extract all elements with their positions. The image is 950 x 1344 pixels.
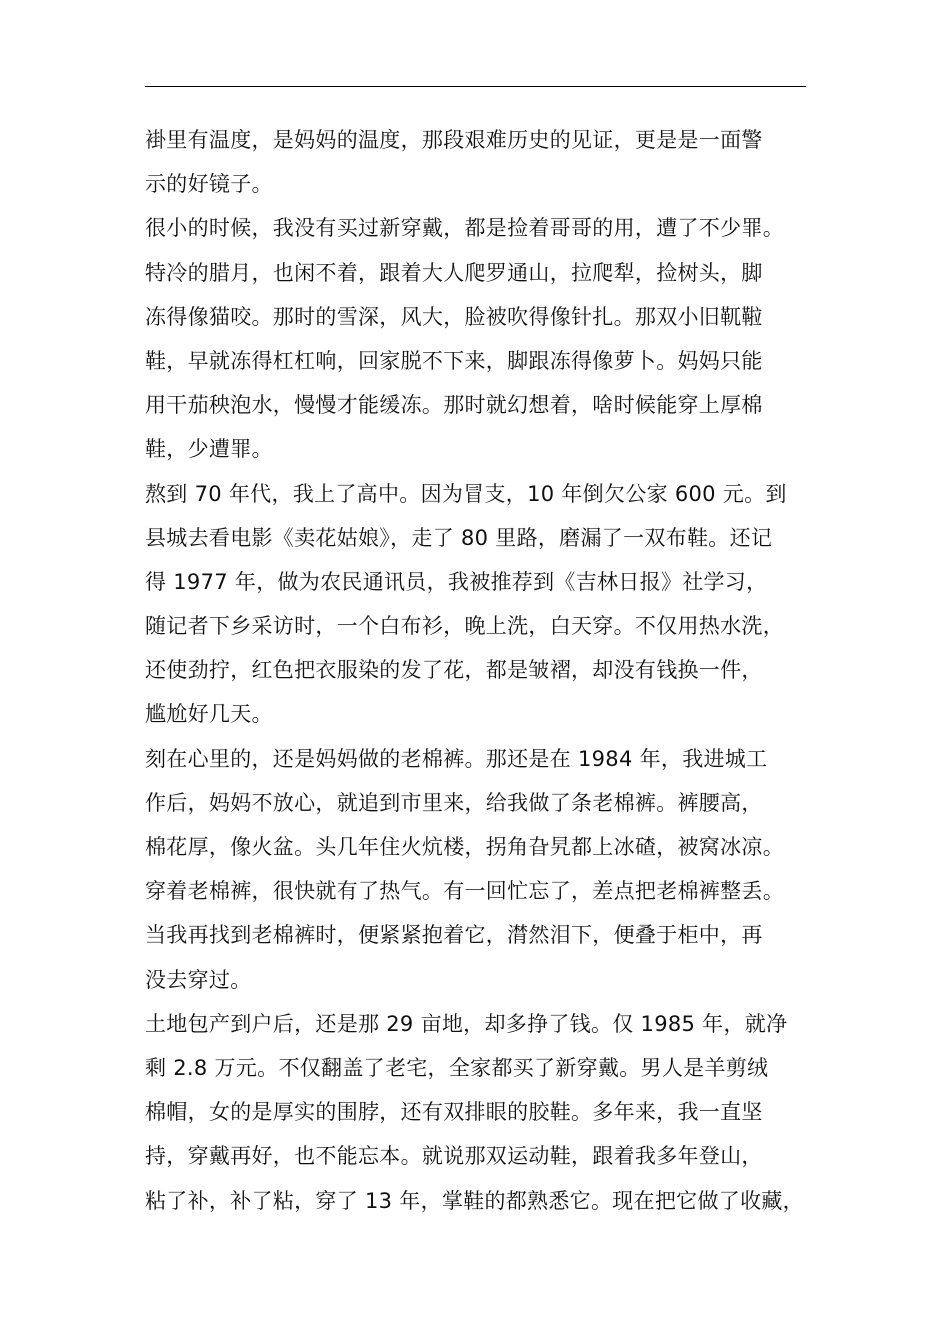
text-line: 鞋，少遭罪。 bbox=[145, 437, 273, 462]
header-divider bbox=[145, 86, 806, 87]
text-line: 还使劲拧，红色把衣服染的发了花，都是皱褶，却没有钱换一件， bbox=[145, 658, 763, 683]
text-line: 剩 2.8 万元。不仅翻盖了老宅，全家都买了新穿戴。男人是羊剪绒 bbox=[145, 1055, 769, 1080]
text-line: 很小的时候，我没有买过新穿戴，都是捡着哥哥的用，遭了不少罪。 bbox=[145, 216, 784, 241]
text-line: 没去穿过。 bbox=[145, 967, 252, 992]
text-line: 棉花厚，像火盆。头几年住火炕楼，拐角旮旯都上冰碴，被窝冰凉。 bbox=[145, 835, 784, 859]
text-line: 作后，妈妈不放心，就追到市里来，给我做了条老棉裤。裤腰高， bbox=[145, 790, 763, 815]
text-line: 县城去看电影《卖花姑娘》，走了 80 里路，磨漏了一双布鞋。还记 bbox=[145, 525, 773, 550]
text-line: 粘了补，补了粘，穿了 13 年，掌鞋的都熟悉它。现在把它做了收藏， bbox=[145, 1188, 804, 1213]
text-line: 褂里有温度，是妈妈的温度，那段艰难历史的见证，更是是一面警 bbox=[145, 128, 763, 152]
text-line: 土地包产到户后，还是那 29 亩地，却多挣了钱。仅 1985 年，就净 bbox=[145, 1011, 788, 1036]
article-body bbox=[145, 118, 825, 1223]
text-line: 棉帽，女的是厚实的围脖，还有双排眼的胶鞋。多年来，我一直坚 bbox=[145, 1100, 763, 1125]
text-line: 熬到 70 年代，我上了高中。因为冒支，10 年倒欠公家 600 元。到 bbox=[145, 481, 787, 506]
text-line: 特冷的腊月，也闲不着，跟着大人爬罗通山，拉爬犁，捡树头，脚 bbox=[145, 260, 763, 285]
text-line: 持，穿戴再好，也不能忘本。就说那双运动鞋，跟着我多年登山， bbox=[145, 1144, 763, 1169]
text-line: 用干茄秧泡水，慢慢才能缓冻。那时就幻想着，啥时候能穿上厚棉 bbox=[145, 393, 763, 418]
text-line: 冻得像猫咬。那时的雪深，风大，脸被吹得像针扎。那双小旧靰鞡 bbox=[145, 304, 763, 329]
text-line: 当我再找到老棉裤时，便紧紧抱着它，潸然泪下，便叠于柜中，再 bbox=[145, 923, 763, 948]
text-line: 穿着老棉裤，很快就有了热气。有一回忙忘了，差点把老棉裤整丢。 bbox=[145, 879, 784, 904]
text-line: 得 1977 年，做为农民通讯员，我被推荐到《吉林日报》社学习， bbox=[145, 569, 768, 594]
text-line: 刻在心里的，还是妈妈做的老棉裤。那还是在 1984 年，我进城工 bbox=[145, 746, 768, 771]
text-line: 尴尬好几天。 bbox=[145, 702, 273, 727]
text-line: 示的好镜子。 bbox=[145, 172, 273, 197]
text-line: 随记者下乡采访时，一个白布衫，晚上洗，白天穿。不仅用热水洗， bbox=[145, 614, 784, 639]
text-line: 鞋，早就冻得杠杠响，回家脱不下来，脚跟冻得像萝卜。妈妈只能 bbox=[145, 348, 763, 373]
